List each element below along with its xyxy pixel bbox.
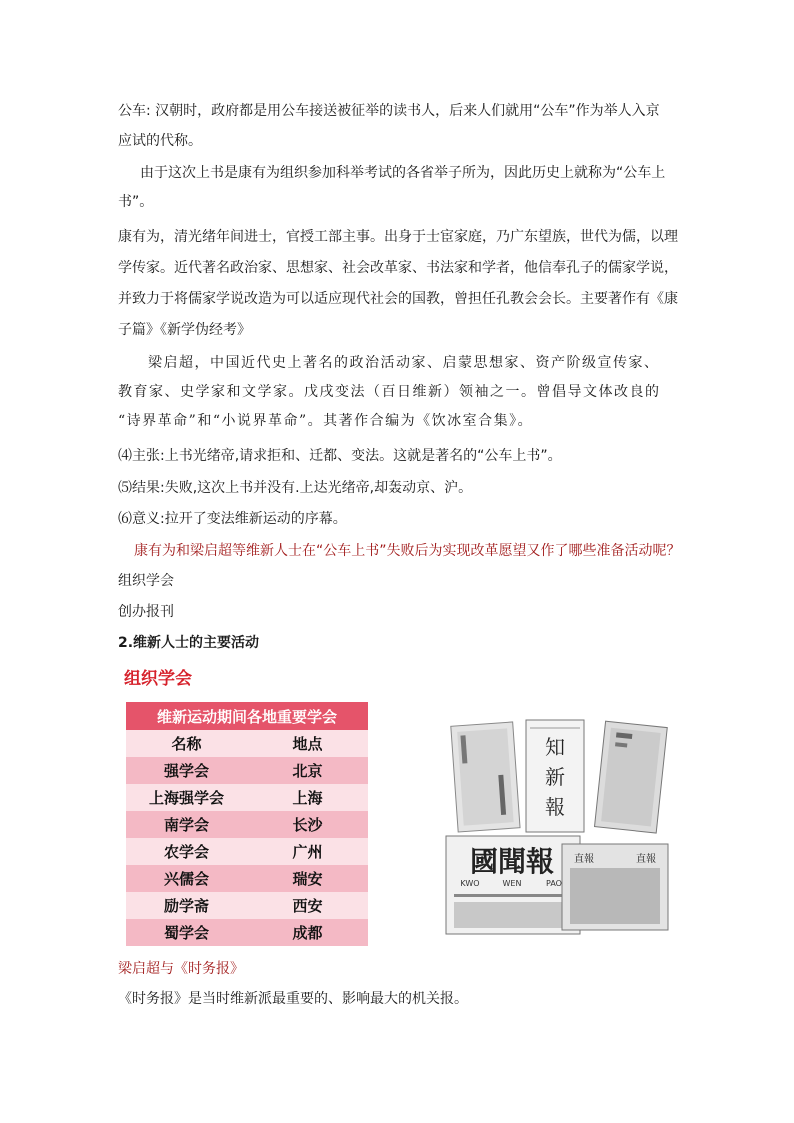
liang-bio-line2: 教育家、史学家和文学家。戊戌变法（百日维新）领袖之一。曾倡导文体改良的 [118, 384, 661, 400]
society-name: 强学会 [126, 757, 247, 784]
kang-bio-line2: 学传家。近代著名政治家、思想家、社会改革家、书法家和学者，他信奉孔子的儒家学说， [118, 260, 678, 276]
society-location: 成都 [247, 919, 368, 946]
zhixin-title-char: 知 [545, 735, 565, 759]
zhibao-title-2: 直報 [636, 854, 656, 865]
guowen-roman-3: PAO [546, 879, 562, 888]
gongche-definition-line1: 公车: 汉朝时，政府都是用公车接送被征举的读书人，后来人们就用“公车”作为举人入京 [118, 103, 660, 119]
society-name: 南学会 [126, 811, 247, 838]
guowen-roman-1: KWO [460, 879, 480, 888]
table-row [126, 757, 368, 784]
guiding-question: 康有为和梁启超等维新人士在“公车上书”失败后为实现改革愿望又作了哪些准备活动呢？ [134, 543, 681, 559]
old-book-right [595, 721, 668, 833]
society-name: 上海强学会 [126, 784, 247, 811]
gongche-definition-line2: 应试的代称。 [118, 133, 202, 149]
answer-found-newspapers: 创办报刊 [118, 604, 174, 620]
origin-line1: 由于这次上书是康有为组织参加科举考试的各省举子所为，因此历史上就称为“公车上 [140, 165, 666, 181]
society-name: 蜀学会 [126, 919, 247, 946]
table-row [126, 811, 368, 838]
guowen-roman-2: WEN [502, 879, 522, 888]
guowen-title: 國聞報 [469, 845, 555, 878]
newspaper-subtitle: 梁启超与《时务报》 [118, 961, 244, 977]
table-header-name: 名称 [126, 730, 247, 757]
section-heading-main-activities: 2.维新人士的主要活动 [118, 635, 260, 651]
society-location: 瑞安 [247, 865, 368, 892]
table-row [126, 784, 368, 811]
newspaper-description: 《时务报》是当时维新派最重要的、影响最大的机关报。 [118, 991, 468, 1007]
table-row [126, 919, 368, 946]
society-location: 长沙 [247, 811, 368, 838]
liang-bio-line1: 梁启超，中国近代史上著名的政治活动家、启蒙思想家、资产阶级宣传家、 [148, 355, 660, 371]
society-location: 上海 [247, 784, 368, 811]
kang-bio-line1: 康有为，清光绪年间进士，官授工部主事。出身于士宦家庭，乃广东望族，世代为儒，以理 [118, 229, 678, 245]
point-4-proposal: ⑷主张:上书光绪帝,请求拒和、迁都、变法。这就是著名的“公车上书”。 [118, 448, 562, 464]
zhixin-title-char: 報 [545, 795, 565, 819]
table-row [126, 892, 368, 919]
table-row [126, 865, 368, 892]
society-name: 农学会 [126, 838, 247, 865]
liang-bio-line3: “诗界革命”和“小说界革命”。其著作合编为《饮冰室合集》。 [118, 413, 534, 429]
answer-organize-societies: 组织学会 [118, 573, 174, 589]
zhibao-newspaper [562, 844, 668, 930]
kang-bio-line3: 并致力于将儒家学说改造为可以适应现代社会的国教，曾担任孔教会会长。主要著作有《康 [118, 291, 678, 307]
zhixin-title-char: 新 [545, 765, 565, 789]
society-name: 兴儒会 [126, 865, 247, 892]
reform-societies-table [126, 702, 368, 946]
table-title: 维新运动期间各地重要学会 [126, 702, 368, 730]
origin-line2: 书”。 [118, 194, 154, 210]
society-location: 广州 [247, 838, 368, 865]
society-location: 北京 [247, 757, 368, 784]
point-6-significance: ⑹意义:拉开了变法维新运动的序幕。 [118, 511, 347, 527]
point-5-result: ⑸结果:失败,这次上书并没有.上达光绪帝,却轰动京、沪。 [118, 480, 473, 496]
table-header-row [126, 730, 368, 757]
guowen-newspaper [446, 836, 580, 934]
society-location: 西安 [247, 892, 368, 919]
table-header-location: 地点 [247, 730, 368, 757]
table-row [126, 838, 368, 865]
section-label-organize-societies: 组织学会 [124, 669, 192, 689]
old-book-left [451, 722, 520, 832]
zhixin-newspaper [526, 720, 584, 832]
zhibao-title: 直報 [574, 854, 594, 865]
kang-bio-line4: 子篇》《新学伪经考》 [118, 322, 251, 338]
society-name: 励学斋 [126, 892, 247, 919]
reform-newspapers-photo [440, 716, 672, 938]
